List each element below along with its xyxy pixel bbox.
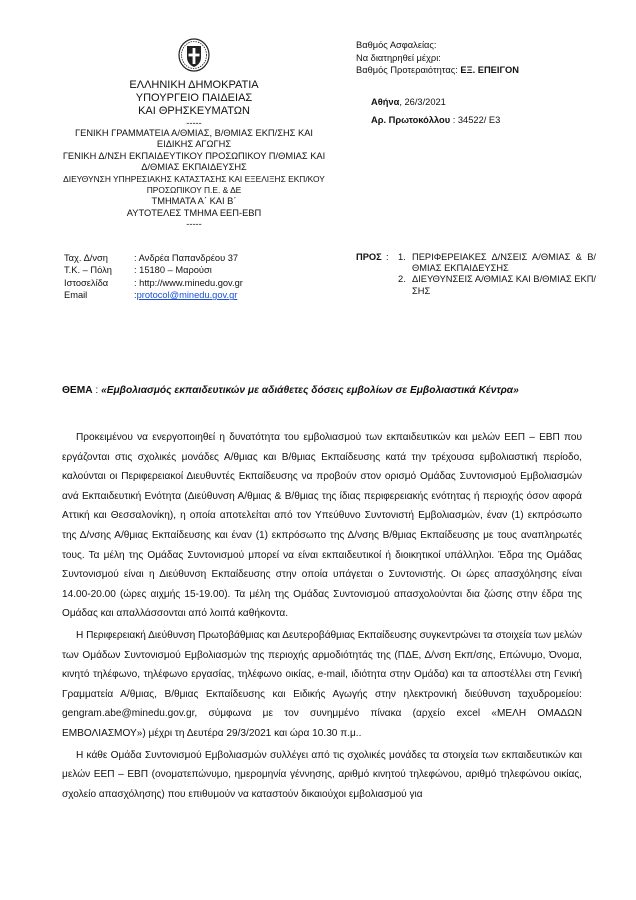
recipient-item — [398, 252, 596, 274]
recipient-number: 1. — [398, 252, 406, 262]
recipients-colon: : — [386, 252, 389, 262]
issuer-separator: ----- — [186, 118, 202, 128]
contact-label: Ιστοσελίδα — [64, 277, 109, 288]
contact-value: : http://www.minedu.gov.gr — [134, 277, 243, 288]
issuer-line: ΕΛΛΗΝΙΚΗ ΔΗΜΟΚΡΑΤΙΑ — [129, 79, 259, 91]
priority-row — [356, 64, 519, 77]
contact-value: : 15180 – Μαρούσι — [134, 265, 212, 276]
subject-label: ΘΕΜΑ — [62, 385, 93, 396]
issuer-line: Δ/ΘΜΙΑΣ ΕΚΠΑΙΔΕΥΣΗΣ — [141, 162, 247, 173]
issuer-line: ΥΠΟΥΡΓΕΙΟ ΠΑΙΔΕΙΑΣ — [135, 92, 253, 104]
issuer-block — [44, 79, 344, 229]
protocol-label: Αρ. Πρωτοκόλλου — [371, 115, 451, 125]
contact-info — [64, 252, 243, 302]
contact-label: Τ.Κ. – Πόλη — [64, 265, 112, 276]
issuer-separator: ----- — [186, 219, 202, 230]
date: , 26/3/2021 — [399, 97, 446, 107]
document-body — [62, 428, 582, 806]
greek-emblem-icon — [178, 38, 210, 72]
recipient-number: 2. — [398, 274, 406, 285]
subject-value: «Εμβολιασμός εκπαιδευτικών με αδιάθετες δόσεις εμβολίων σε Εμβολιαστικά Κέντρα» — [101, 385, 519, 396]
protocol-row — [371, 111, 500, 129]
recipients-list — [398, 252, 596, 297]
issuer-line: ΓΕΝΙΚΗ Δ/ΝΣΗ ΕΚΠΑΙΔΕΥΤΙΚΟΥ ΠΡΟΣΩΠΙΚΟΥ Π/ΘΜΙΑΣ ΚΑΙ — [62, 150, 326, 161]
contact-row — [64, 252, 243, 264]
issuer-line: ΕΙΔΙΚΗΣ ΑΓΩΓΗΣ — [156, 139, 232, 150]
body-paragraph: Η Περιφερειακή Διεύθυνση Πρωτοβάθμιας και Δευτεροβάθμιας Εκπαίδευσης συγκεντρώνει τα στοιχεία των μελών των Ομάδων Συντονισμού Εμβολιασμών της περιοχής αρμοδιότητάς της (ΠΔΕ, Δ/νση Εκπ/σης, Επώνυμο, Όνομα, κινητό τηλέφωνο, τηλέφωνο εργασίας, τηλέφωνο οικίας, e-mail, ιδιότητα στην Ομάδα) και τα αποστέλλει στη Γενική Γραμματεία Α/θμιας, Β/θμιας Εκπαίδευσης και Ειδικής Αγωγής στην ηλεκτρονική διεύθυνση ταχυδρομείου: gengram.abe@minedu.gov.gr, σύμφωνα με τον συνημμένο πίνακα (αρχείο excel «ΜΕΛΗ ΟΜΑΔΩΝ ΕΜΒΟΛΙΑΣΜΟΥ») μέχρι τη Δευτέρα 29/3/2021 και ώρα 10.30 π.μ.. — [62, 629, 582, 739]
contact-row — [64, 264, 243, 276]
email-link[interactable]: protocol@minedu.gov.gr — [136, 290, 238, 301]
keep-until: Να διατηρηθεί μέχρι: — [356, 52, 441, 63]
issuer-line: ΔΙΕΥΘΥΝΣΗ ΥΠΗΡΕΣΙΑΚΗΣ ΚΑΤΑΣΤΑΣΗΣ ΚΑΙ ΕΞΕΛΙΞΗΣ ΕΚΠ/ΚΟΥ — [63, 173, 325, 184]
recipients-title: ΠΡΟΣ — [356, 252, 382, 262]
subject-separator: : — [92, 385, 102, 396]
recipient-text: ΠΕΡΙΦΕΡΕΙΑΚΕΣ Δ/ΝΣΕΙΣ Α/ΘΜΙΑΣ & Β/ΘΜΙΑΣ ΕΚΠΑΙΔΕΥΣΗΣ — [412, 252, 596, 274]
subject-line — [62, 385, 519, 396]
protocol-number: : 34522/ Ε3 — [450, 115, 501, 125]
contact-value: : Ανδρέα Παπανδρέου 37 — [134, 253, 239, 263]
issuer-line: ΠΡΟΣΩΠΙΚΟΥ Π.Ε. & ΔΕ — [146, 185, 242, 196]
issuer-line: ΓΕΝΙΚΗ ΓΡΑΜΜΑΤΕΙΑ Α/ΘΜΙΑΣ, Β/ΘΜΙΑΣ ΕΚΠ/ΣΗΣ ΚΑΙ — [75, 128, 313, 138]
priority-label: Βαθμός Προτεραιότητας: — [356, 65, 458, 75]
body-paragraph: Η κάθε Ομάδα Συντονισμού Εμβολιασμών συλλέγει από τις σχολικές μονάδες τα στοιχεία των εκπαιδευτικών και μελών ΕΕΠ – ΕΒΠ (ονοματεπώνυμο, ημερομηνία γέννησης, αριθμό κινητού τηλεφώνου, αριθμό τηλεφώνου οικίας, σχολείο απασχόλησης) που επιθυμούν να καταστούν δικαιούχοι εμβολιασμού για — [62, 749, 582, 800]
recipient-item — [398, 274, 596, 296]
issuer-line: ΤΜΗΜΑΤΑ Α΄ ΚΑΙ Β΄ — [151, 196, 237, 207]
contact-label: Ταχ. Δ/νση — [64, 253, 108, 263]
issuer-line: ΚΑΙ ΘΡΗΣΚΕΥΜΑΤΩΝ — [138, 105, 250, 117]
issuer-line: ΑΥΤΟΤΕΛΕΣ ΤΜΗΜΑ ΕΕΠ-ΕΒΠ — [126, 207, 262, 218]
body-paragraph: Προκειμένου να ενεργοποιηθεί η δυνατότητα του εμβολιασμού των εκπαιδευτικών και μελών ΕΕΠ – ΕΒΠ που εργάζονται στις σχολικές μονάδες Α/θμιας και Β/θμιας Εκπαίδευσης κατά την τρέχουσα εμβολιαστική περίοδο, καλούνται οι Περιφερειακοί Διευθυντές Εκπαίδευσης να προβούν στον ορισμό Ομάδας Συντονισμού Εμβολιασμών ανά Εκπαιδευτική Ενότητα (Διεύθυνση Α/θμιας & Β/θμιας της ίδιας περιφερειακής ενότητας ή περιοχής όσον αφορά Αττική και Θεσσαλονίκη), η οποία αποτελείται από τον Υπεύθυνο Συντονιστή Εμβολιασμών, έναν (1) εκπρόσωπο της Δ/νσης Α/θμιας Εκπαίδευσης και έναν (1) εκπρόσωπο της Δ/νσης Β/θμιας Εκπαίδευσης με τους αναπληρωτές τους. Τα μέλη της Ομάδας Συντονισμού μπορεί να είναι εκπαιδευτικοί ή διοικητικοί υπάλληλοι. Έδρα της Ομάδας Συντονισμού είναι η Διεύθυνση Εκπαίδευσης στην οποία υπάγεται ο Συντονιστής. Οι ώρες απασχόλησης είναι 14.00-20.00 (ώρες αιχμής 15-19.00). Τα μέλη της Ομάδας Συντονισμού απασχολούνται δια ζώσης στην έδρα της Ομάδας και απαλλάσσονται από λοιπά καθήκοντα. — [62, 432, 582, 620]
place: Αθήνα — [371, 97, 400, 107]
contact-row — [64, 289, 243, 301]
date-protocol-block — [371, 93, 500, 129]
classification-block — [356, 39, 519, 77]
contact-label: Email — [64, 290, 88, 301]
date-row — [371, 93, 500, 111]
priority-value: ΕΞ. ΕΠΕΙΓΟΝ — [460, 65, 519, 75]
recipient-text: ΔΙΕΥΘΥΝΣΕΙΣ Α/ΘΜΙΑΣ ΚΑΙ Β/ΘΜΙΑΣ ΕΚΠ/ΣΗΣ — [412, 274, 596, 296]
contact-row — [64, 277, 243, 289]
security-degree: Βαθμός Ασφαλείας: — [356, 40, 437, 50]
contact-value: : — [134, 290, 137, 301]
